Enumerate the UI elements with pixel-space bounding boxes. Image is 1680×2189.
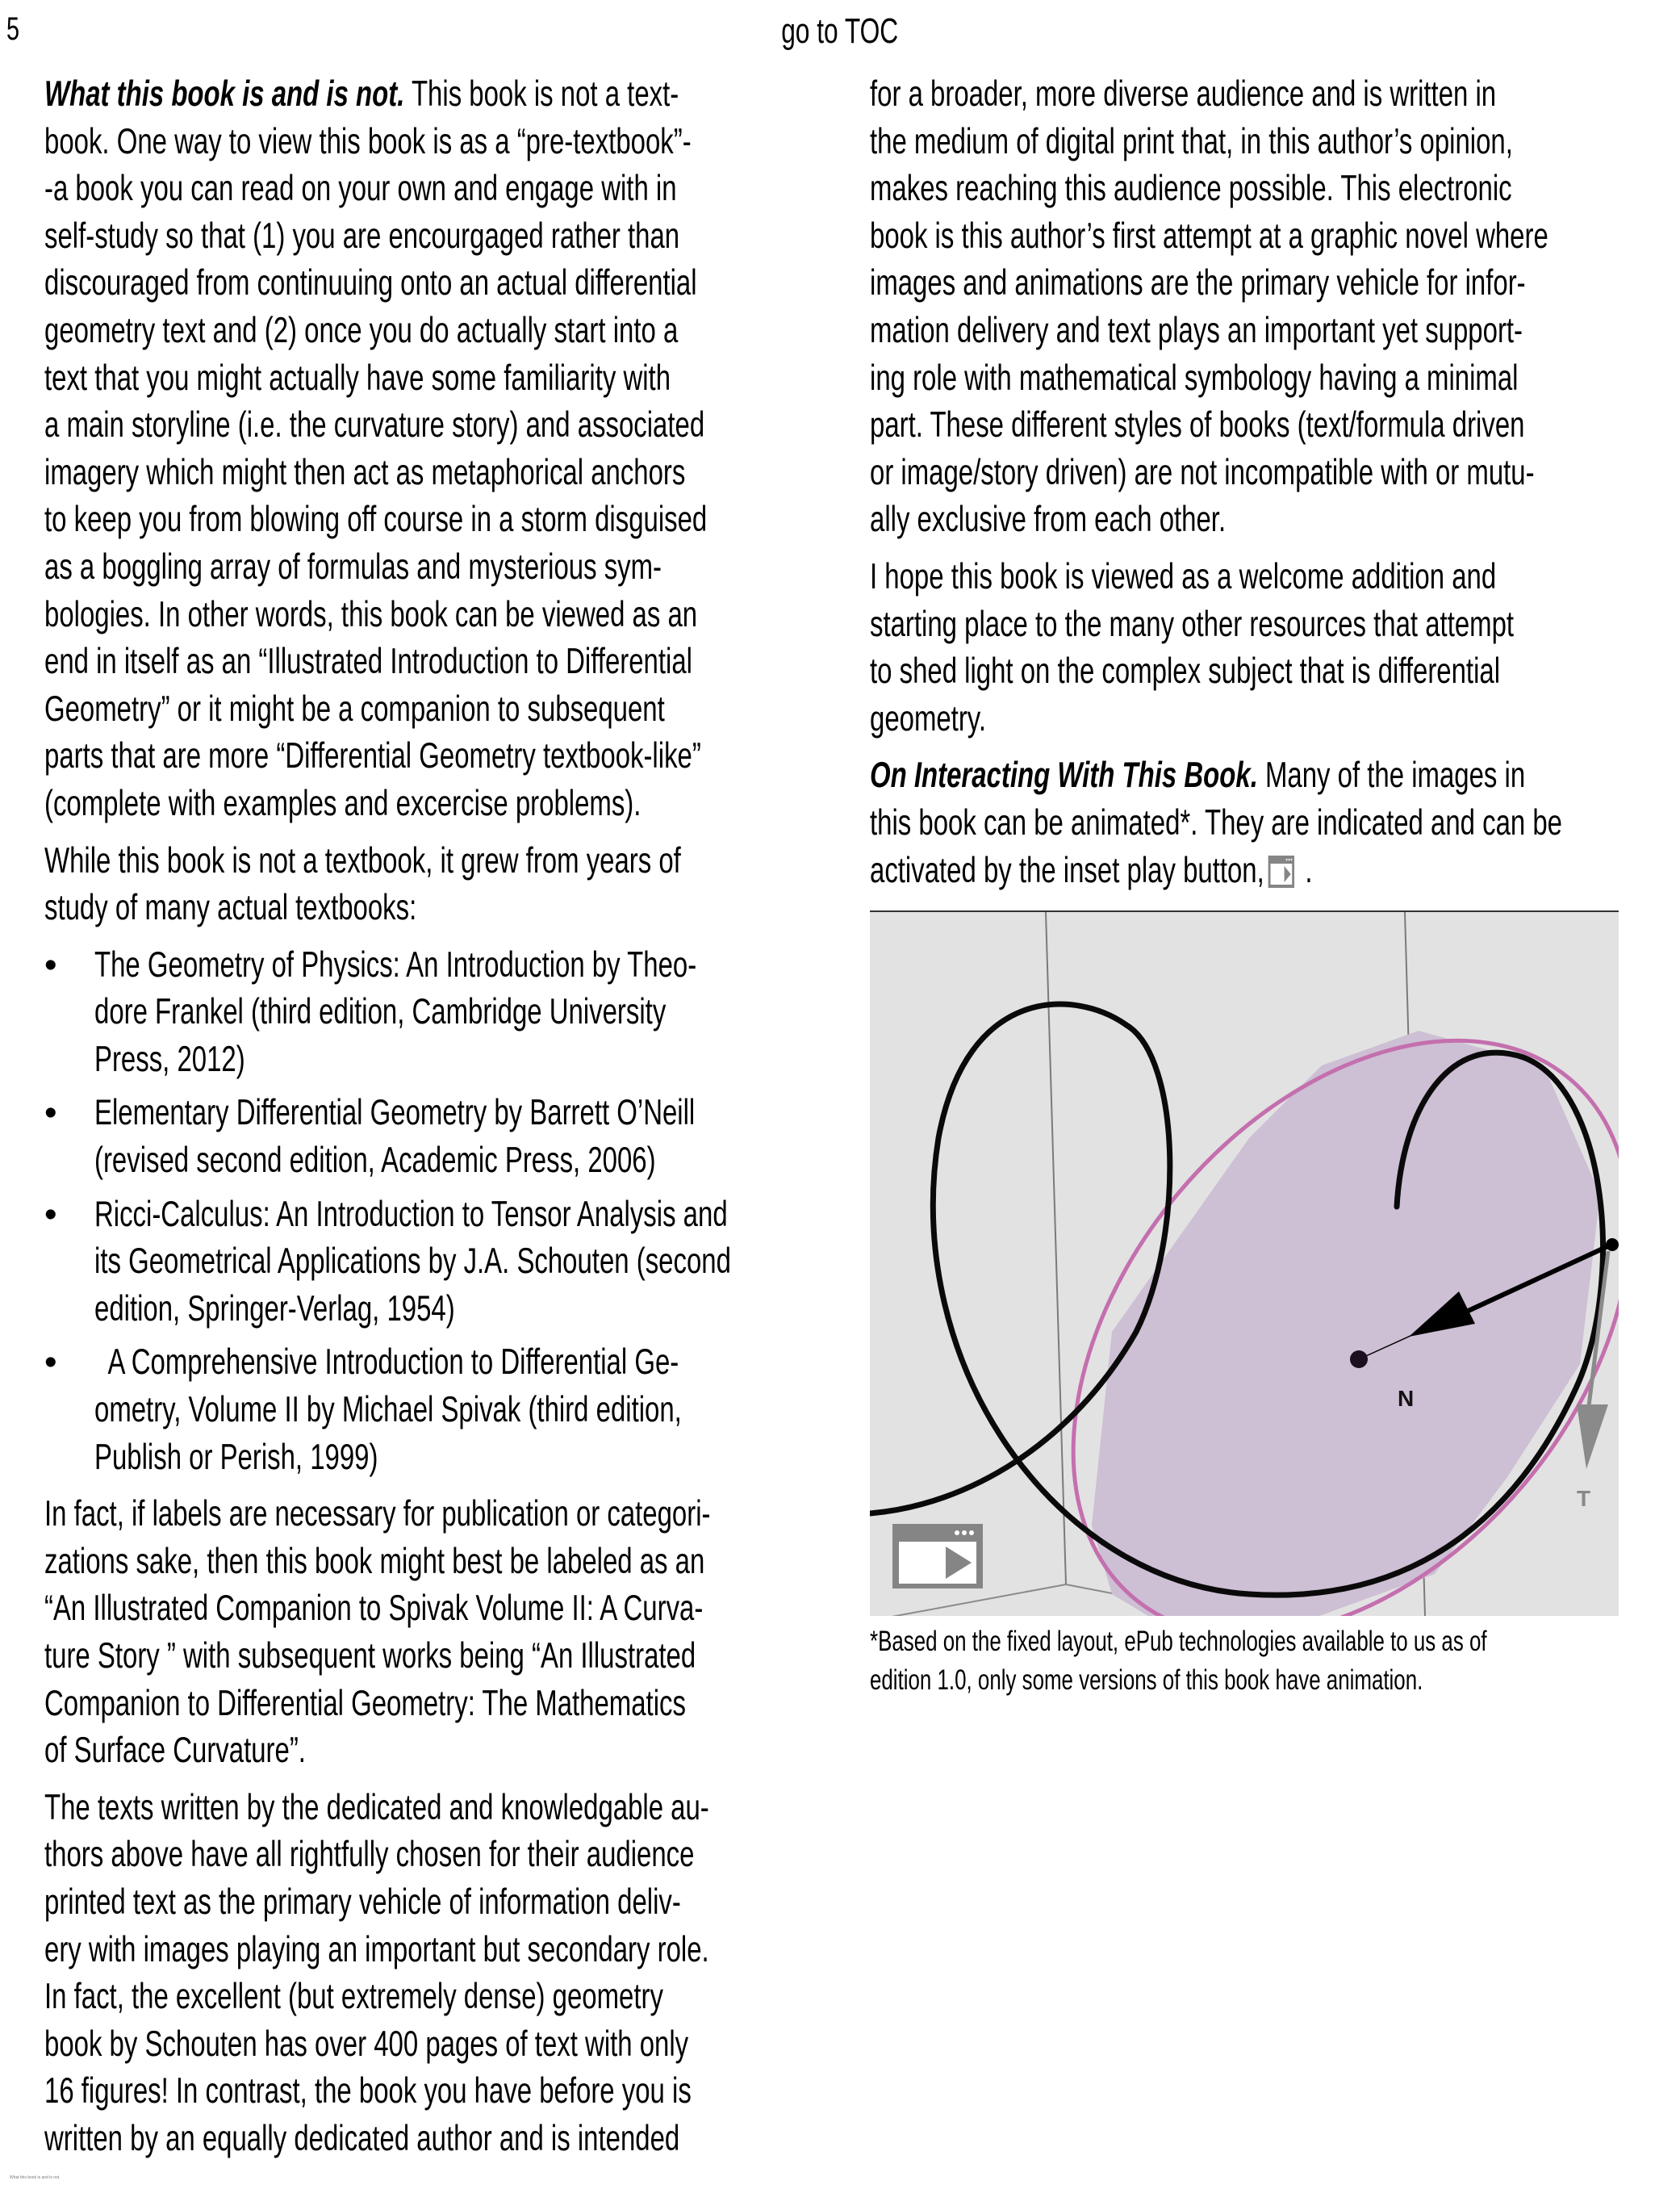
text-line: part. These different styles of books (text/formula driven (870, 405, 1525, 446)
right-column (870, 71, 1677, 904)
text-line: I hope this book is viewed as a welcome addition and (870, 556, 1497, 596)
reference-list (44, 942, 835, 1482)
text-line: In fact, if labels are necessary for publication or categori- (44, 1494, 711, 1534)
text-line: “An Illustrated Companion to Spivak Volume II: A Curva- (44, 1588, 704, 1629)
text-line: What this book is and is not. This book is not a text- (44, 74, 679, 114)
grid-line (1046, 912, 1066, 1584)
text-line: Geometry” or it might be a companion to subsequent (44, 689, 665, 729)
texts-paragraph (44, 1785, 835, 2163)
osculating-circle-figure (870, 910, 1619, 1616)
text-line: to shed light on the complex subject that is differential (870, 651, 1501, 692)
text-line: as a boggling array of formulas and mysterious sym- (44, 546, 662, 587)
text-line: discouraged from continuuing onto an actual differential (44, 263, 697, 303)
text-line: In fact, the excellent (but extremely dense) geometry (44, 1977, 663, 2017)
text-line: The texts written by the dedicated and knowledgable au- (44, 1787, 709, 1827)
text-line: written by an equally dedicated author and is intended (44, 2118, 680, 2158)
reference-item: • The Geometry of Physics: An Introduction by Theo- dore Frankel (third edition, Cambridge University Press, 2012) (44, 942, 835, 1084)
continuation-paragraph (870, 71, 1677, 544)
text-line: geometry text and (2) once you do actually start into a (44, 310, 679, 350)
play-button-icon (1268, 853, 1294, 885)
text-line: study of many actual textbooks: (44, 888, 417, 928)
text-line: ing role with mathematical symbology having a minimal (870, 358, 1519, 398)
center-point (1350, 1350, 1368, 1368)
text-line: *Based on the fixed layout, ePub technologies available to us as of (870, 1626, 1487, 1657)
toc-link-label: go to TOC (781, 11, 899, 51)
text-line: self-study so that (1) you are encourgaged rather than (44, 216, 680, 256)
text-line: printed text as the primary vehicle of information deliv- (44, 1881, 681, 1922)
text-line: book is this author’s first attempt at a graphic novel where (870, 216, 1548, 256)
play-button-icon (892, 1524, 983, 1588)
text-line: book. One way to view this book is as a “pre-textbook”- (44, 121, 692, 161)
go-to-toc-link[interactable] (0, 11, 1680, 52)
reference-item: • A Comprehensive Introduction to Differential Ge- ometry, Volume II by Michael Spivak (third edition, Publish or Perish, 1999) (44, 1339, 835, 1481)
grid-line (870, 1584, 1066, 1616)
text-line: While this book is not a textbook, it grew from years of (44, 840, 681, 881)
text-line: text that you might actually have some familiarity with (44, 358, 671, 398)
curve-diagram (870, 912, 1619, 1616)
page-number: 5 (6, 11, 20, 47)
text-line: ture Story ” with subsequent works being “An Illustrated (44, 1636, 696, 1676)
running-footer: What this book is and is not. (10, 2175, 61, 2180)
tangent-arrowhead-icon (1577, 1404, 1608, 1469)
interacting-paragraph (870, 752, 1677, 894)
text-line: a main storyline (i.e. the curvature story) and associated (44, 405, 705, 446)
text-line: or image/story driven) are not incompatible with or mutu- (870, 452, 1535, 492)
left-column (44, 71, 835, 2173)
bullet-icon: • (44, 1342, 57, 1383)
hope-paragraph (870, 554, 1677, 743)
reference-item: • Ricci-Calculus: An Introduction to Tensor Analysis and its Geometrical Applications by J.A. Schouten (second edition, Springer-Verlag, 1954) (44, 1191, 835, 1333)
text-line: geometry. (870, 698, 986, 739)
text-line: 16 figures! In contrast, the book you have before you is (44, 2071, 692, 2112)
text-line: to keep you from blowing off course in a storm disguised (44, 500, 708, 540)
text-line: images and animations are the primary vehicle for infor- (870, 263, 1526, 303)
text-line: starting place to the many other resources that attempt (870, 604, 1515, 644)
text-line: this book can be animated*. They are indicated and can be (870, 802, 1562, 843)
text-line: zations sake, then this book might best be labeled as an (44, 1541, 705, 1581)
intro-paragraph (44, 71, 835, 828)
tangent-vector (1588, 1251, 1608, 1413)
text-line: book by Schouten has over 400 pages of text with only (44, 2024, 689, 2064)
text-line: of Surface Curvature”. (44, 1731, 306, 1771)
text-line: On Interacting With This Book. Many of the images in (870, 755, 1526, 796)
while-paragraph (44, 838, 835, 932)
normal-label: N (1398, 1386, 1415, 1411)
text-line: ery with images playing an important but secondary role. (44, 1929, 709, 1969)
bullet-icon: • (44, 1194, 57, 1234)
text-line: mation delivery and text plays an important yet support- (870, 310, 1523, 350)
text-line: (complete with examples and excercise problems). (44, 783, 641, 823)
text-line: for a broader, more diverse audience and is written in (870, 74, 1497, 114)
bullet-icon: • (44, 944, 57, 985)
text-line: parts that are more “Differential Geometry textbook-like” (44, 736, 701, 776)
text-line: Companion to Differential Geometry: The Mathematics (44, 1683, 686, 1723)
text-line: activated by the inset play button, . (870, 850, 1313, 890)
section-heading-on-interacting: On Interacting With This Book. (870, 755, 1258, 796)
reference-item: • Elementary Differential Geometry by Barrett O’Neill (revised second edition, Academic Press, 2006) (44, 1090, 835, 1184)
play-button[interactable] (892, 1524, 983, 1588)
labels-paragraph (44, 1491, 835, 1775)
text-line: edition 1.0, only some versions of this book have animation. (870, 1664, 1423, 1696)
tangent-label: T (1577, 1486, 1591, 1511)
section-heading-what-this-book-is: What this book is and is not. (44, 74, 405, 114)
animation-footnote (870, 1622, 1677, 1700)
text-line: makes reaching this audience possible. This electronic (870, 169, 1512, 209)
curve-point (1606, 1238, 1619, 1251)
text-line: bologies. In other words, this book can be viewed as an (44, 594, 698, 634)
bullet-icon: • (44, 1093, 57, 1133)
text-line: imagery which might then act as metaphorical anchors (44, 452, 686, 492)
text-line: the medium of digital print that, in this author’s opinion, (870, 121, 1513, 161)
text-line: thors above have all rightfully chosen for their audience (44, 1835, 695, 1875)
text-line: -a book you can read on your own and engage with in (44, 169, 677, 209)
text-line: ally exclusive from each other. (870, 500, 1227, 540)
text-line: end in itself as an “Illustrated Introduction to Differential (44, 642, 692, 682)
